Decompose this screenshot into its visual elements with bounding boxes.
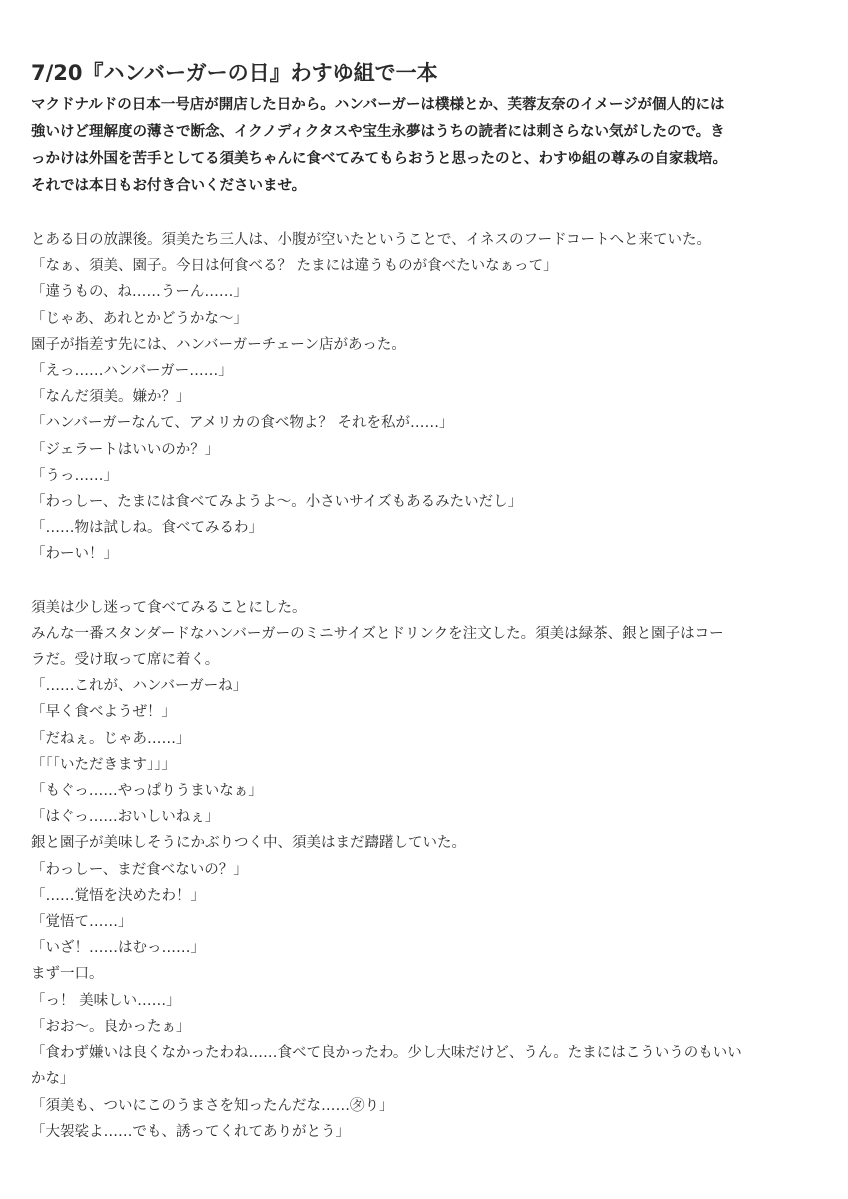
story-line: 「はぐっ……おいしいねぇ」 <box>31 809 220 826</box>
story-line: 「っ！ 美味しい……」 <box>31 992 181 1009</box>
document-page <box>31 58 831 1145</box>
story-line: まず一口。 <box>31 966 104 983</box>
story-line: 「なぁ、須美、園子。今日は何食べる？ たまには違うものが食べたいなぁって」 <box>31 258 558 275</box>
story-line: 「……物は試しね。食べてみるわ」 <box>31 520 263 537</box>
story-line: 「早く食べようぜ！」 <box>31 704 176 721</box>
story-line: 「わーい！」 <box>31 546 118 563</box>
story-line: 「うっ……」 <box>31 467 118 484</box>
story-part-2 <box>31 595 831 1145</box>
story-line: 銀と園子が美味しそうにかぶりつく中、須美はまだ躊躇していた。 <box>31 835 466 852</box>
story-line: 「覚悟て……」 <box>31 914 133 931</box>
story-line: 「大袈裟よ……でも、誘ってくれてありがとう」 <box>31 1123 350 1140</box>
story-line: 「……これが、ハンバーガーね」 <box>31 678 248 695</box>
story-line: ラだ。受け取って席に着く。 <box>31 652 220 669</box>
story-line: 須美は少し迷って食べてみることにした。 <box>31 599 307 616</box>
story-line: 園子が指差す先には、ハンバーガーチェーン店があった。 <box>31 336 406 353</box>
intro-line: それでは本日もお付き合いくださいませ。 <box>31 178 307 194</box>
story-line: 「食わず嫌いは良くなかったわね……食べて良かったわ。少し大味だけど、うん。たまにはこういうのもいい <box>31 1045 742 1062</box>
story-line: 「なんだ須美。嫌か？」 <box>31 389 191 406</box>
story-line: 「ジェラートはいいのか？」 <box>31 441 220 458</box>
story-part-1 <box>31 227 831 568</box>
story-line: 「じゃあ、あれとかどうかな〜」 <box>31 310 248 327</box>
story-line: 「違うもの、ね……うーん……」 <box>31 284 248 301</box>
story-line: 「おお〜。良かったぁ」 <box>31 1018 191 1035</box>
story-line: 「いざ！……はむっ……」 <box>31 940 205 957</box>
story-line: 「わっしー、たまには食べてみようよ〜。小さいサイズもあるみたいだし」 <box>31 494 523 511</box>
story-line: 「えっ……ハンバーガー……」 <box>31 363 233 380</box>
intro-paragraph <box>31 92 831 200</box>
story-line: 「「「いただきます」」」 <box>31 756 176 773</box>
story-line: 「だねぇ。じゃあ……」 <box>31 730 191 747</box>
intro-line: マクドナルドの日本一号店が開店した日から。ハンバーガーは樸様とか、芙蓉友奈のイメージが個人的には <box>31 97 725 113</box>
story-line: 「もぐっ……やっぱりうまいなぁ」 <box>31 783 263 800</box>
story-line: 「わっしー、まだ食べないの？」 <box>31 861 248 878</box>
story-line: みんな一番スタンダードなハンバーガーのミニサイズとドリンクを注文した。須美は緑茶、銀と園子はコー <box>31 625 724 642</box>
document-title: 7/20『ハンバーガーの日』わすゆ組で一本 <box>31 61 438 85</box>
story-line: かな」 <box>31 1071 75 1088</box>
story-line: とある日の放課後。須美たち三人は、小腹が空いたということで、イネスのフードコートへと来ていた。 <box>31 232 712 248</box>
intro-line: っかけは外国を苦手としてる須美ちゃんに食べてみてもらおうと思ったのと、わすゆ組の尊みの自家栽培。 <box>31 151 727 167</box>
story-line: 「須美も、ついにこのうまさを知ったんだな……㋟り」 <box>31 1097 394 1114</box>
paragraph-spacer <box>31 200 831 227</box>
intro-line: 強いけど理解度の薄さで断念、イクノディクタスや宝生永夢はうちの読者には刺さらない気がしたので。き <box>31 124 725 140</box>
story-line: 「ハンバーガーなんて、アメリカの食べ物よ？ それを私が……」 <box>31 415 454 432</box>
paragraph-spacer <box>31 568 831 595</box>
story-line: 「……覚悟を決めたわ！」 <box>31 887 205 904</box>
